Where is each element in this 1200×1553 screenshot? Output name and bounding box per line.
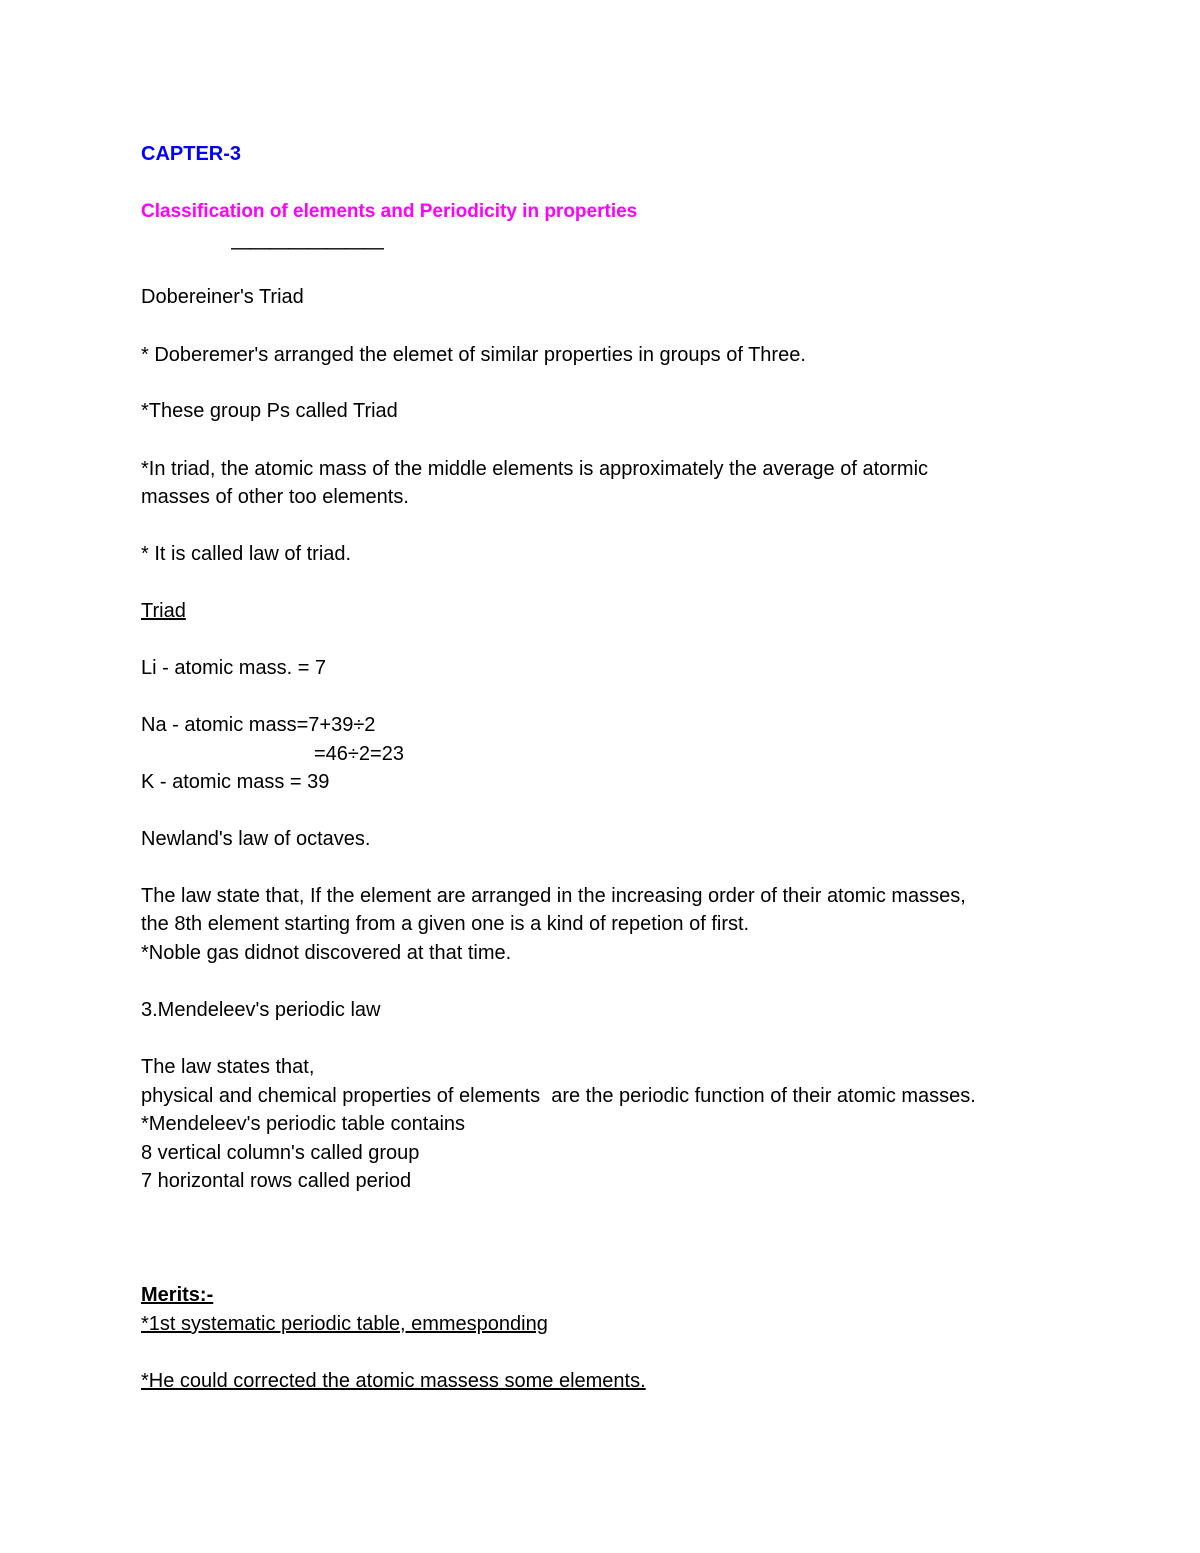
paragraph-line: The law states that,: [141, 1056, 315, 1078]
chapter-heading: CAPTER-3: [141, 143, 242, 165]
paragraph-line: 8 vertical column's called group: [141, 1142, 420, 1164]
merit-item: *He could corrected the atomic massess some elements.: [141, 1370, 646, 1392]
paragraph-line: The law state that, If the element are arranged in the increasing order of their atomic masses,: [141, 885, 966, 907]
merit-item: *1st systematic periodic table, emmesponding: [141, 1313, 548, 1335]
paragraph-line: * It is called law of triad.: [141, 543, 352, 565]
paragraph-line: *These group Ps called Triad: [141, 400, 398, 422]
paragraph-line: * Doberemer's arranged the elemet of similar properties in groups of Three.: [141, 344, 806, 366]
paragraph-line: *Noble gas didnot discovered at that time.: [141, 942, 512, 964]
section-heading-dobereiner: Dobereiner's Triad: [141, 286, 304, 308]
title-dash-rule: ————————: [231, 237, 383, 259]
paragraph-line: the 8th element starting from a given one is a kind of repetion of first.: [141, 913, 750, 935]
section-heading-mendeleev: 3.Mendeleev's periodic law: [141, 999, 381, 1021]
triad-line: K - atomic mass = 39: [141, 771, 330, 793]
triad-heading: Triad: [141, 600, 186, 622]
paragraph-line: 7 horizontal rows called period: [141, 1170, 412, 1192]
triad-line: Na - atomic mass=7+39÷2: [141, 714, 376, 736]
merits-heading: Merits:-: [141, 1284, 214, 1306]
section-heading-newland: Newland's law of octaves.: [141, 828, 371, 850]
paragraph-line: physical and chemical properties of elements are the periodic function of their atomic masses.: [141, 1085, 976, 1107]
paragraph-line: *Mendeleev's periodic table contains: [141, 1113, 466, 1135]
triad-line: =46÷2=23: [314, 743, 404, 765]
paragraph-line: masses of other too elements.: [141, 486, 409, 508]
paragraph-line: *In triad, the atomic mass of the middle elements is approximately the average of atormic: [141, 458, 929, 480]
triad-line: Li - atomic mass. = 7: [141, 657, 327, 679]
document-title: Classification of elements and Periodicity in properties: [141, 201, 638, 222]
